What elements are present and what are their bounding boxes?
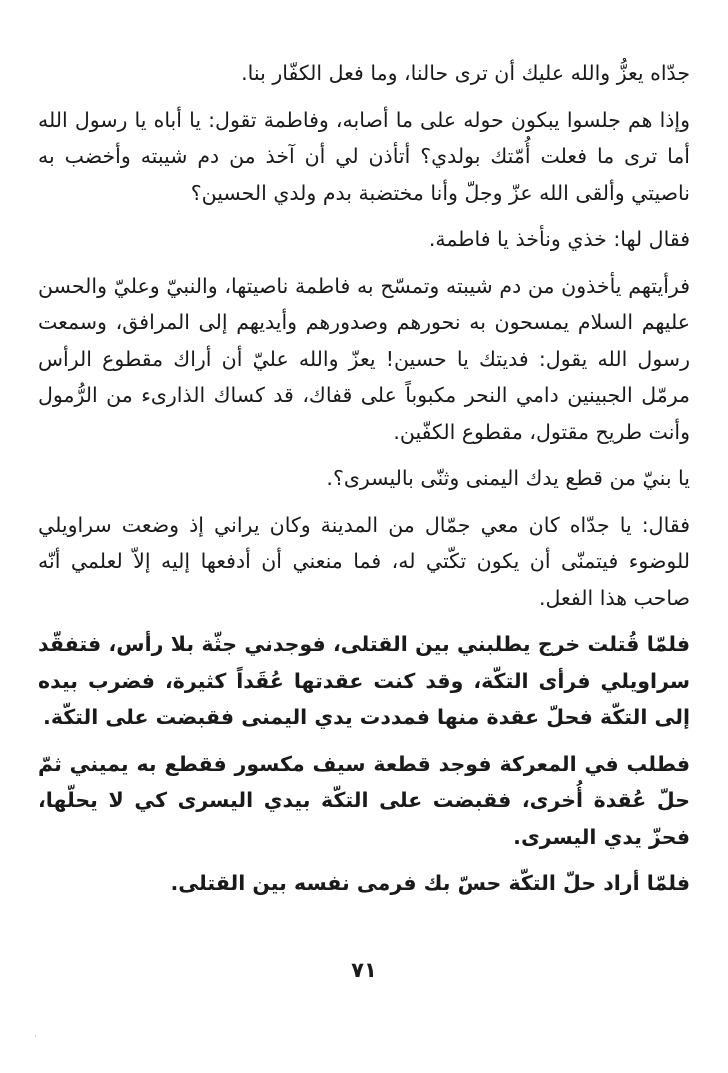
paragraph-9: فلمّا أراد حلّ التكّة حسّ بك فرمى نفسه بين القتلى. (170, 871, 690, 895)
paragraph-6: فقال: يا جدّاه كان معي جمّال من المدينة وكان يراني إذ وضعت سراويلي للوضوء فيتمنّى أن يكون تكّتي له، فما منعني أن أدفعها إليه إلاّ لعلمي أنّه صاحب هذا الفعل. (38, 512, 690, 610)
paragraph-3: فقال لها: خذي ونأخذ يا فاطمة. (428, 227, 690, 251)
page-number: ٧١ (351, 958, 377, 982)
paragraph-1: جدّاه يعزُّ والله عليك أن ترى حالنا، وما فعل الكفّار بنا. (241, 61, 690, 85)
paragraph-8: فطلب في المعركة فوجد قطعة سيف مكسور فقطع به يميني ثمّ حلّ عُقدة أُخرى، فقبضت على التكّة بيدي اليسرى كي لا يحلّها، فحزّ يدي اليسرى. (38, 751, 690, 849)
paragraph-2: وإذا هم جلسوا يبكون حوله على ما أصابه، وفاطمة تقول: يا أباه يا رسول الله أما ترى ما فعلت أُمّتك بولدي؟ أتأذن لي أن آخذ من دم شيبته وأخضب به ناصيتي وألقى الله عزّ وجلّ وأنا مختضبة بدم ولدي الحسين؟ (38, 107, 690, 205)
book-page (38, 55, 690, 1015)
paragraph-7: فلمّا قُتلت خرج يطلبني بين القتلى، فوجدني جثّة بلا رأس، فتفقّد سراويلي فرأى التكّة، وقد كنت عقدتها عُقَداً كثيرة، فضرب بيده إلى التكّة فحلّ عقدة منها فمددت يدي اليمنى فقبضت على التكّة. (38, 632, 690, 729)
paragraph-4: فرأيتهم يأخذون من دم شيبته وتمسّح به فاطمة ناصيتها، والنبيّ وعليّ والحسن عليهم السلام يمسحون به نحورهم وصدورهم وأيديهم إلى المرافق، وسمعت رسول الله يقول: فديتك يا حسين! يعزّ والله عليّ أن أراك مقطوع الرأس مرمّل الجبينين دامي النحر مكبوباً على قفاك، قد كساك الذارىء من الرُّمول وأنت طريح مقتول، مقطوع الكفّين. (38, 273, 690, 444)
corner-mark: · (34, 1032, 37, 1042)
paragraph-5: يا بنيّ من قطع يدك اليمنى وثنّى باليسرى؟. (326, 466, 690, 490)
